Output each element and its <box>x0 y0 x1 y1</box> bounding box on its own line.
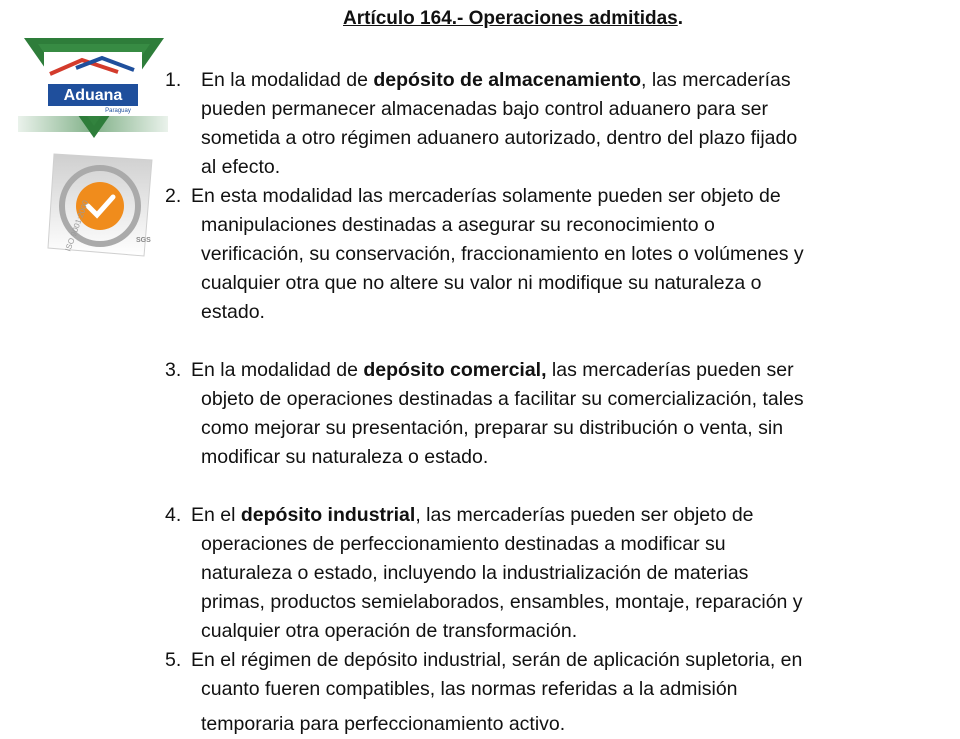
logo-name: Aduana <box>63 87 123 104</box>
aduana-logo <box>18 38 168 138</box>
article-body <box>165 66 945 739</box>
list-item: 2. En esta modalidad las mercaderías solamente pueden ser objeto de manipulaciones destinadas a asegurar su reconocimiento o verificación, su conservación, fraccionamiento en lotes o volúmenes y cualquier otra que no altere su valor ni modifique su naturaleza o estado. <box>165 185 804 323</box>
list-item: 5. En el régimen de depósito industrial, serán de aplicación supletoria, en cuanto fueren compatibles, las normas referidas a la admisión temporaria para perfeccionamiento activo. <box>165 649 803 735</box>
logo-subtitle: Paraguay <box>105 108 131 114</box>
seal-mark: SGS <box>136 237 151 244</box>
list-item: 3. En la modalidad de depósito comercial, las mercaderías pueden ser objeto de operaciones destinadas a facilitar su comercialización, tales como mejorar su presentación, preparar su distribución o venta, sin modificar su naturaleza o estado. <box>165 359 804 468</box>
certification-seal <box>40 148 160 268</box>
list-item: 1. En la modalidad de depósito de almacenamiento, las mercaderías pueden permanecer almacenadas bajo control aduanero para ser sometida a otro régimen aduanero autorizado, dentro del plazo fijado al efecto. <box>165 69 798 178</box>
seal-cert-text: ISO 9001:2000 <box>63 199 91 253</box>
list-item: 4. En el depósito industrial, las mercaderías pueden ser objeto de operaciones de perfeccionamiento destinadas a modificar su naturaleza o estado, incluyendo la industrialización de materias primas, productos semielaborados, ensambles, montaje, reparación y cualquier otra operación de transformación. <box>165 504 803 642</box>
article-title: Artículo 164.- Operaciones admitidas. <box>343 8 683 29</box>
